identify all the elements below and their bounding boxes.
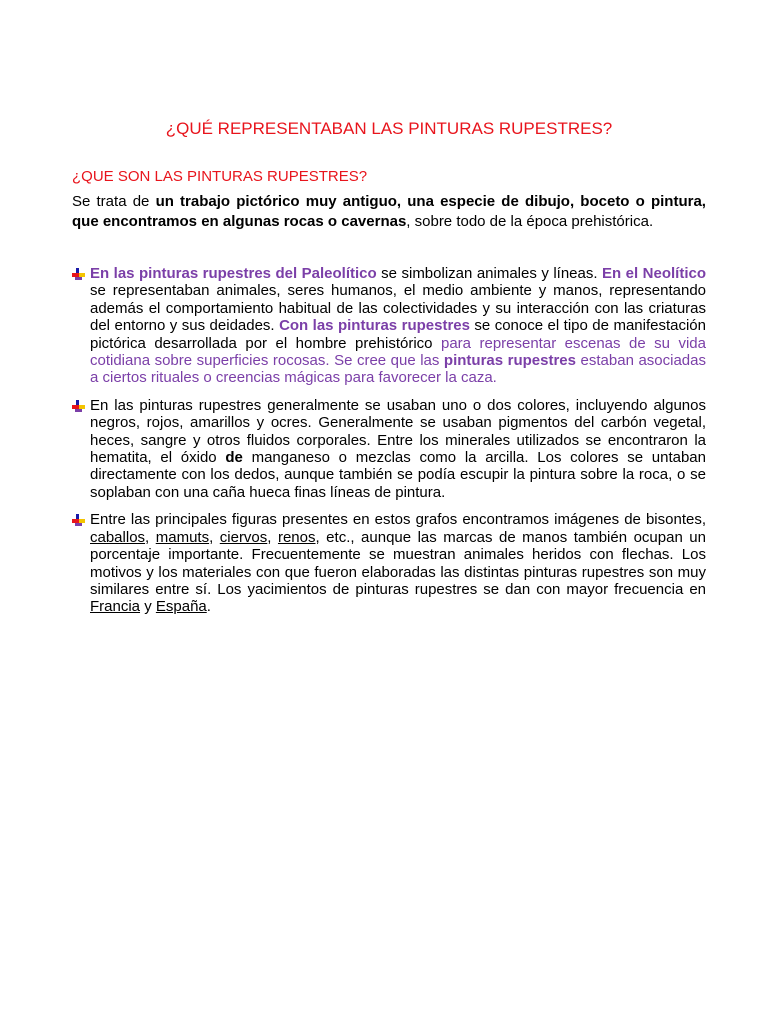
intro-bold-text: un trabajo pictórico muy antiguo, una especie de dibujo, boceto o pintura, que encontramos en algunas rocas o cavernas [72,193,706,230]
bullet-text: En las pinturas rupestres generalmente se usaban uno o dos colores, incluyendo algunos negros, rojos, amarillos y ocres. Generalmente se usaban pigmentos del carbón vegetal, heces, sangre y otros fluidos corporales. Entre los minerales utilizados se encontraron la hematita, el óxido [90,396,706,467]
bullet-text: Entre las principales figuras presentes en estos grafos encontramos imágenes de bisontes, [90,511,706,529]
intro-text-end: , sobre todo de la época prehistórica. [406,213,654,230]
intro-text: Se trata de [72,193,156,210]
bullet-text: estaban asociadas a ciertos rituales o creencias mágicas para favorecer la caza. [90,352,706,387]
colored-square-bullet-icon [72,268,85,280]
link-renos[interactable]: renos [277,528,316,546]
bullet-text: Con las pinturas rupestres [279,317,470,335]
link-ciervos[interactable]: ciervos [219,528,268,546]
bullet-text: pinturas rupestres [443,352,576,370]
bullet-text: . [206,598,211,616]
bullet-list [72,265,706,626]
bullet-text: para representar escenas de su vida cotidiana sobre superficies rocosas. Se cree que las [90,334,706,370]
bullet-text: manganeso o mezclas como la arcilla. Los colores se untaban directamente con los dedos, aunque también se podía escupir la pintura sobre la roca, o se soplaban con una caña hueca finas líneas de pintura. [90,449,706,501]
colored-square-bullet-icon [72,514,85,526]
link-espana[interactable]: España [155,598,207,616]
colored-square-bullet-icon [72,400,85,412]
bullet-text: y [140,598,156,616]
bullet-text: de [225,449,243,467]
bullet-text: , etc., aunque las marcas de manos también ocupan un porcentaje importante. Frecuentemente se muestran animales heridos con flechas. Los motivos y los materiales con que fueron elaboradas las distintas pinturas rupestres son muy similares entre sí. Los yacimientos de pinturas rupestres se dan con mayor frecuencia en [90,528,706,598]
section-heading: ¿QUE SON LAS PINTURAS RUPESTRES? [72,168,368,185]
bullet-text: se representaban animales, seres humanos, el medio ambiente y manos, representando además el comportamiento habitual de las colectividades y su interacción con las criaturas del entorno y sus deidades. [90,282,706,335]
intro-paragraph [72,192,706,232]
link-mamuts[interactable]: mamuts [155,528,210,546]
link-francia[interactable]: Francia [90,598,141,616]
bullet-text: , [145,528,156,546]
link-caballos[interactable]: caballos [90,528,146,546]
list-item [72,397,706,501]
bullet-text: , [209,528,220,546]
bullet-text: se conoce el tipo de manifestación pictórica desarrollada por el hombre prehistórico [90,317,706,352]
list-item [72,265,706,387]
list-item [72,511,706,615]
bullet-text: En el Neolítico [602,265,706,282]
bullet-text: se simbolizan animales y líneas. [376,265,603,282]
bullet-text: En las pinturas rupestres del Paleolítico [90,265,377,282]
bullet-text: , [267,528,278,546]
page-title: ¿QUÉ REPRESENTABAN LAS PINTURAS RUPESTRES? [165,119,613,138]
